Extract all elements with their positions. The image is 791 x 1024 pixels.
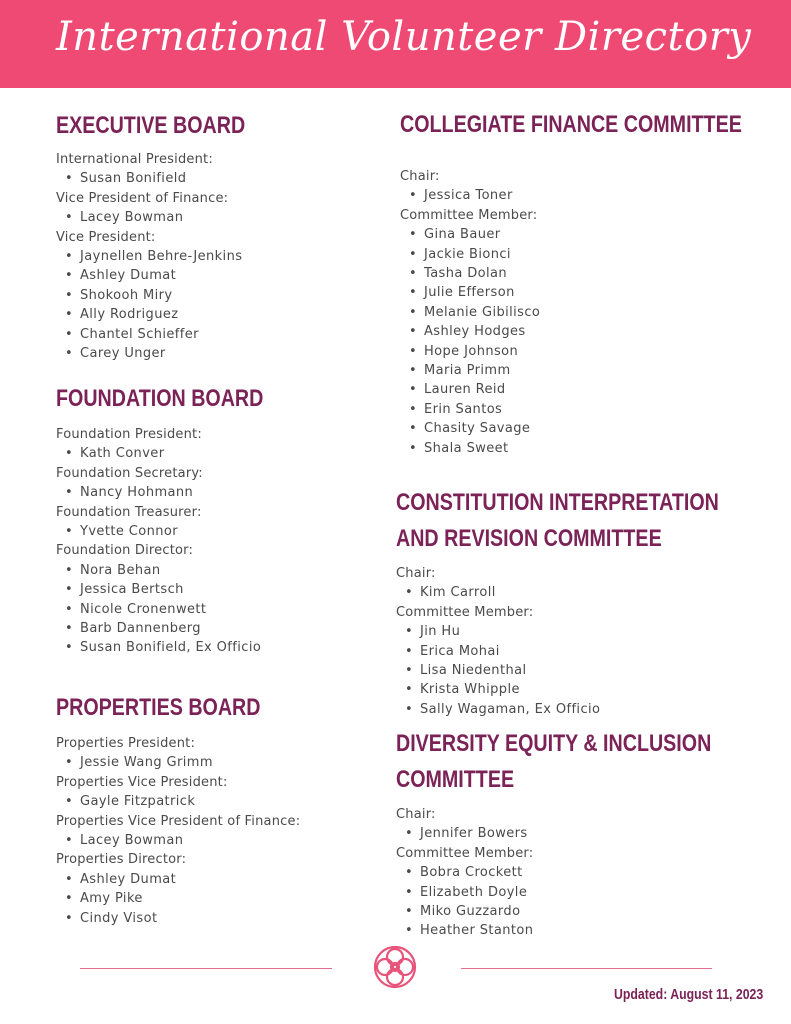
bullet-icon: • [405, 923, 414, 939]
member-name: Elizabeth Doyle [420, 884, 528, 900]
member-name: Erica Mohai [420, 643, 500, 659]
member-item [396, 883, 781, 902]
role-label: Committee Member: [396, 845, 534, 861]
member-item [56, 344, 287, 363]
role-label: Committee Member: [400, 207, 538, 223]
member-name: Kath Conver [80, 446, 165, 462]
role-label: Foundation President: [56, 427, 202, 442]
foundation-board-section [56, 381, 309, 658]
section-title-line-1: CONSTITUTION INTERPRETATION [396, 489, 719, 516]
member-item [396, 583, 790, 602]
member-name: Yvette Connor [80, 524, 178, 540]
member-name: Ashley Dumat [80, 871, 177, 887]
bullet-icon: • [65, 562, 74, 578]
bullet-icon: • [65, 524, 74, 540]
role-label: Chair: [396, 566, 436, 581]
member-item [396, 824, 781, 843]
flower-logo-icon [372, 944, 418, 990]
member-name: Bobra Crockett [420, 865, 523, 881]
bullet-icon: • [405, 826, 414, 842]
bullet-icon: • [405, 682, 414, 698]
member-item [400, 400, 791, 419]
member-item [56, 286, 287, 305]
member-item [400, 283, 791, 302]
role-label: Vice President of Finance: [56, 190, 229, 206]
member-item [56, 870, 305, 889]
member-item [400, 303, 791, 322]
member-item [400, 245, 791, 264]
member-item [400, 380, 791, 399]
bullet-icon: • [409, 343, 418, 359]
bullet-icon: • [65, 446, 74, 462]
bullet-icon: • [405, 904, 414, 920]
member-name: Chasity Savage [424, 421, 531, 437]
member-name: Jessica Toner [424, 188, 513, 204]
member-name: Cindy Visot [80, 910, 158, 926]
member-name: Susan Bonifield [80, 171, 187, 187]
section-title: PROPERTIES BOARD [56, 694, 261, 721]
bullet-icon: • [405, 663, 414, 679]
member-item [56, 266, 287, 285]
bullet-icon: • [65, 249, 74, 265]
member-item [400, 439, 791, 458]
member-item [56, 638, 309, 657]
role-label: International President: [56, 152, 213, 167]
bullet-icon: • [65, 582, 74, 598]
member-item [400, 186, 791, 205]
member-name: Susan Bonifield, Ex Officio [80, 640, 262, 656]
member-item [400, 225, 791, 244]
bullet-icon: • [65, 326, 74, 342]
member-name: Ally Rodriguez [80, 307, 179, 323]
bullet-icon: • [65, 871, 74, 887]
section-title: COLLEGIATE FINANCE COMMITTEE [400, 111, 742, 138]
properties-board-section [56, 690, 305, 928]
bullet-icon: • [65, 268, 74, 284]
member-name: Ashley Dumat [80, 268, 177, 284]
member-item [56, 483, 309, 502]
bullet-icon: • [65, 621, 74, 637]
member-item [56, 444, 309, 463]
bullet-icon: • [65, 346, 74, 362]
section-title-line-2: AND REVISION COMMITTEE [396, 525, 662, 552]
role-label: Properties President: [56, 736, 196, 751]
member-item [56, 619, 309, 638]
bullet-icon: • [65, 171, 74, 187]
bullet-icon: • [65, 755, 74, 771]
member-name: Heather Stanton [420, 923, 534, 939]
updated-date: Updated: August 11, 2023 [614, 986, 764, 1003]
member-item [396, 700, 790, 719]
member-name: Krista Whipple [420, 682, 520, 698]
bullet-icon: • [65, 910, 74, 926]
section-title-line-1: DIVERSITY EQUITY & INCLUSION [396, 730, 712, 757]
bullet-icon: • [65, 307, 74, 323]
member-item [396, 921, 781, 940]
member-item [396, 680, 790, 699]
section-title-line-2: COMMITTEE [396, 766, 515, 793]
member-name: Jackie Bionci [424, 246, 511, 262]
member-item [56, 889, 305, 908]
role-label: Properties Vice President: [56, 774, 228, 790]
member-item [396, 642, 790, 661]
bullet-icon: • [405, 624, 414, 640]
member-item [400, 322, 791, 341]
member-item [400, 419, 791, 438]
member-name: Tasha Dolan [424, 266, 508, 282]
member-item [396, 661, 790, 680]
bullet-icon: • [409, 382, 418, 398]
directory-list [56, 734, 305, 928]
directory-list [396, 564, 790, 719]
bullet-icon: • [65, 640, 74, 656]
member-item [56, 831, 305, 850]
member-name: Sally Wagaman, Ex Officio [420, 701, 601, 717]
member-name: Jin Hu [420, 624, 461, 640]
collegiate-finance-section [400, 107, 791, 458]
member-item [56, 580, 309, 599]
page-title: International Volunteer Directory [56, 14, 752, 60]
directory-list [396, 805, 781, 941]
bullet-icon: • [409, 440, 418, 456]
footer-divider-right [461, 968, 712, 969]
member-name: Nancy Hohmann [80, 485, 194, 501]
bullet-icon: • [409, 285, 418, 301]
member-item [56, 792, 305, 811]
bullet-icon: • [409, 246, 418, 262]
directory-list [56, 425, 309, 658]
role-label: Foundation Director: [56, 543, 194, 559]
section-title: FOUNDATION BOARD [56, 385, 264, 412]
member-item [56, 753, 305, 772]
member-item [400, 264, 791, 283]
bullet-icon: • [405, 884, 414, 900]
bullet-icon: • [65, 891, 74, 907]
bullet-icon: • [405, 585, 414, 601]
member-name: Nicole Cronenwett [80, 601, 207, 617]
bullet-icon: • [65, 485, 74, 501]
member-name: Carey Unger [80, 346, 166, 362]
member-name: Miko Guzzardo [420, 904, 521, 920]
executive-board-section [56, 108, 287, 363]
member-name: Julie Efferson [424, 285, 515, 301]
bullet-icon: • [409, 363, 418, 379]
diversity-committee-section [396, 726, 781, 941]
bullet-icon: • [409, 227, 418, 243]
member-name: Shokooh Miry [80, 287, 173, 303]
role-label: Foundation Secretary: [56, 465, 203, 481]
role-label: Chair: [400, 169, 440, 184]
member-name: Nora Behan [80, 562, 161, 578]
bullet-icon: • [405, 701, 414, 717]
member-name: Melanie Gibilisco [424, 304, 541, 320]
member-item [56, 600, 309, 619]
member-name: Jessie Wang Grimm [80, 755, 213, 771]
directory-list [400, 167, 791, 458]
bullet-icon: • [65, 210, 74, 226]
member-item [396, 902, 781, 921]
role-label: Foundation Treasurer: [56, 504, 202, 520]
member-item [396, 622, 790, 641]
member-name: Chantel Schieffer [80, 326, 199, 342]
bullet-icon: • [409, 401, 418, 417]
member-item [56, 208, 287, 227]
bullet-icon: • [409, 421, 418, 437]
member-name: Jessica Bertsch [80, 582, 184, 598]
bullet-icon: • [409, 188, 418, 204]
member-item [56, 561, 309, 580]
header-banner [0, 0, 791, 88]
member-name: Lauren Reid [424, 382, 506, 398]
role-label: Chair: [396, 807, 436, 822]
bullet-icon: • [409, 304, 418, 320]
member-item [56, 169, 287, 188]
member-name: Erin Santos [424, 401, 503, 417]
bullet-icon: • [65, 833, 74, 849]
member-name: Gina Bauer [424, 227, 501, 243]
member-name: Jennifer Bowers [420, 826, 528, 842]
constitution-committee-section [396, 485, 790, 719]
role-label: Vice President: [56, 229, 156, 245]
member-item [400, 361, 791, 380]
member-item [400, 342, 791, 361]
member-name: Gayle Fitzpatrick [80, 794, 196, 810]
footer-divider-left [80, 968, 332, 969]
bullet-icon: • [405, 643, 414, 659]
member-name: Ashley Hodges [424, 324, 526, 340]
member-name: Kim Carroll [420, 585, 496, 601]
member-name: Lacey Bowman [80, 833, 184, 849]
bullet-icon: • [409, 324, 418, 340]
bullet-icon: • [65, 601, 74, 617]
bullet-icon: • [65, 287, 74, 303]
member-name: Maria Primm [424, 363, 511, 379]
member-item [56, 305, 287, 324]
member-name: Jaynellen Behre-Jenkins [80, 249, 243, 265]
member-name: Lacey Bowman [80, 210, 184, 226]
bullet-icon: • [405, 865, 414, 881]
bullet-icon: • [65, 794, 74, 810]
member-item [56, 247, 287, 266]
role-label: Committee Member: [396, 604, 534, 620]
member-name: Shala Sweet [424, 440, 509, 456]
role-label: Properties Director: [56, 852, 187, 868]
member-item [56, 522, 309, 541]
member-name: Lisa Niedenthal [420, 663, 527, 679]
bullet-icon: • [409, 266, 418, 282]
directory-list [56, 150, 287, 363]
member-item [56, 909, 305, 928]
member-item [56, 325, 287, 344]
member-item [396, 863, 781, 882]
member-name: Hope Johnson [424, 343, 519, 359]
section-title: EXECUTIVE BOARD [56, 112, 246, 139]
member-name: Barb Dannenberg [80, 621, 201, 637]
role-label: Properties Vice President of Finance: [56, 813, 301, 829]
member-name: Amy Pike [80, 891, 143, 907]
